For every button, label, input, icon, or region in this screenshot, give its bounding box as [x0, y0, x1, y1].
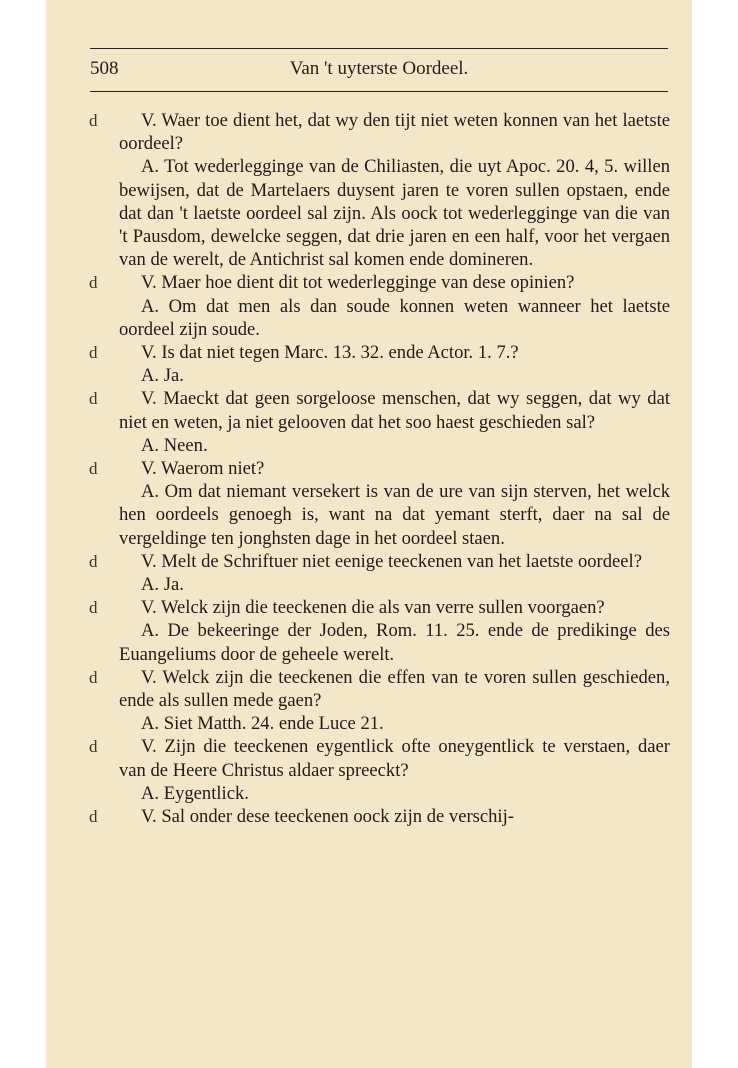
- margin-marker: d: [89, 737, 98, 757]
- question-paragraph: [90, 457, 670, 480]
- margin-marker: d: [89, 389, 98, 409]
- question-text: V. Melt de Schriftuer niet eenige teeckenen van het laetste oordeel?: [141, 550, 642, 572]
- answer-paragraph: [90, 782, 670, 805]
- page-header: [90, 58, 668, 84]
- question-text: V. Sal onder dese teeckenen oock zijn de verschij-: [141, 806, 514, 828]
- answer-paragraph: [90, 712, 670, 735]
- margin-marker: d: [89, 598, 98, 618]
- answer-text: A. De bekeeringe der Joden, Rom. 11. 25. ende de predikinge des Euangeliums door de geheele werelt.: [119, 620, 670, 665]
- margin-marker: d: [89, 551, 98, 571]
- question-paragraph: [90, 596, 670, 619]
- answer-text: A. Tot wederlegginge van de Chiliasten, die uyt Apoc. 20. 4, 5. willen bewijsen, dat de Martelaers duysent jaren te voren sullen opstaen, ende dat dan 't laetste oordeel sal zijn. Als oock tot wederlegginge van die van 't Pausdom, dewelcke seggen, dat drie jaren en een half, voor het vergaen van de werelt, de Antichrist sal komen ende domineren.: [119, 156, 670, 271]
- answer-text: A. Om dat niemant versekert is van de ure van sijn sterven, het welck hen oordeels genoegh is, want na dat yemant sterft, daer na sal de vergeldinge ten jonghsten dage in het oordeel staen.: [119, 481, 670, 549]
- question-text: V. Welck zijn die teeckenen die als van verre sullen voorgaen?: [141, 597, 605, 619]
- question-text: V. Is dat niet tegen Marc. 13. 32. ende Actor. 1. 7.?: [141, 342, 519, 364]
- question-paragraph: [90, 805, 670, 828]
- question-paragraph: [90, 109, 670, 155]
- margin-marker: d: [89, 343, 98, 363]
- question-paragraph: [90, 387, 670, 433]
- question-text: V. Welck zijn die teeckenen die effen van te voren sullen geschieden, ende als sullen mede gaen?: [119, 666, 670, 712]
- margin-marker: d: [89, 807, 98, 827]
- margin-marker: d: [89, 667, 98, 687]
- answer-paragraph: [90, 364, 670, 387]
- question-text: V. Maeckt dat geen sorgeloose menschen, dat wy seggen, dat wy dat niet en weten, ja niet gelooven dat het soo haest geschieden sal?: [119, 388, 670, 433]
- answer-paragraph: [90, 434, 670, 457]
- question-text: V. Waerom niet?: [141, 458, 265, 480]
- catechism-text: [90, 109, 670, 828]
- answer-text: A. Ja.: [141, 574, 184, 596]
- question-text: V. Zijn die teeckenen eygentlick ofte oneygentlick te verstaen, daer van de Heere Christus aldaer spreeckt?: [119, 736, 670, 781]
- header-rule-bottom: [90, 91, 668, 92]
- answer-text: A. Eygentlick.: [141, 782, 249, 804]
- question-paragraph: [90, 341, 670, 364]
- page-number: 508: [90, 58, 119, 79]
- question-paragraph: [90, 735, 670, 781]
- question-text: V. Waer toe dient het, dat wy den tijt niet weten konnen van het laetste oordeel?: [119, 110, 670, 155]
- margin-marker: d: [89, 111, 98, 130]
- header-rule-top: [90, 48, 668, 49]
- question-paragraph: [90, 271, 670, 294]
- margin-marker: d: [89, 459, 98, 479]
- answer-text: A. Siet Matth. 24. ende Luce 21.: [141, 713, 384, 735]
- question-paragraph: [90, 666, 670, 712]
- margin-marker: d: [89, 273, 98, 293]
- answer-text: A. Om dat men als dan soude konnen weten wanneer het laetste oordeel zijn soude.: [119, 295, 670, 340]
- answer-paragraph: [90, 295, 670, 341]
- answer-paragraph: [90, 619, 670, 665]
- answer-paragraph: [90, 573, 670, 596]
- answer-text: A. Ja.: [141, 365, 184, 387]
- question-text: V. Maer hoe dient dit tot wederlegginge van dese opinien?: [141, 272, 575, 294]
- answer-paragraph: [90, 480, 670, 550]
- question-paragraph: [90, 550, 670, 573]
- answer-text: A. Neen.: [141, 434, 208, 456]
- running-title: Van 't uyterste Oordeel.: [289, 58, 469, 79]
- answer-paragraph: [90, 155, 670, 271]
